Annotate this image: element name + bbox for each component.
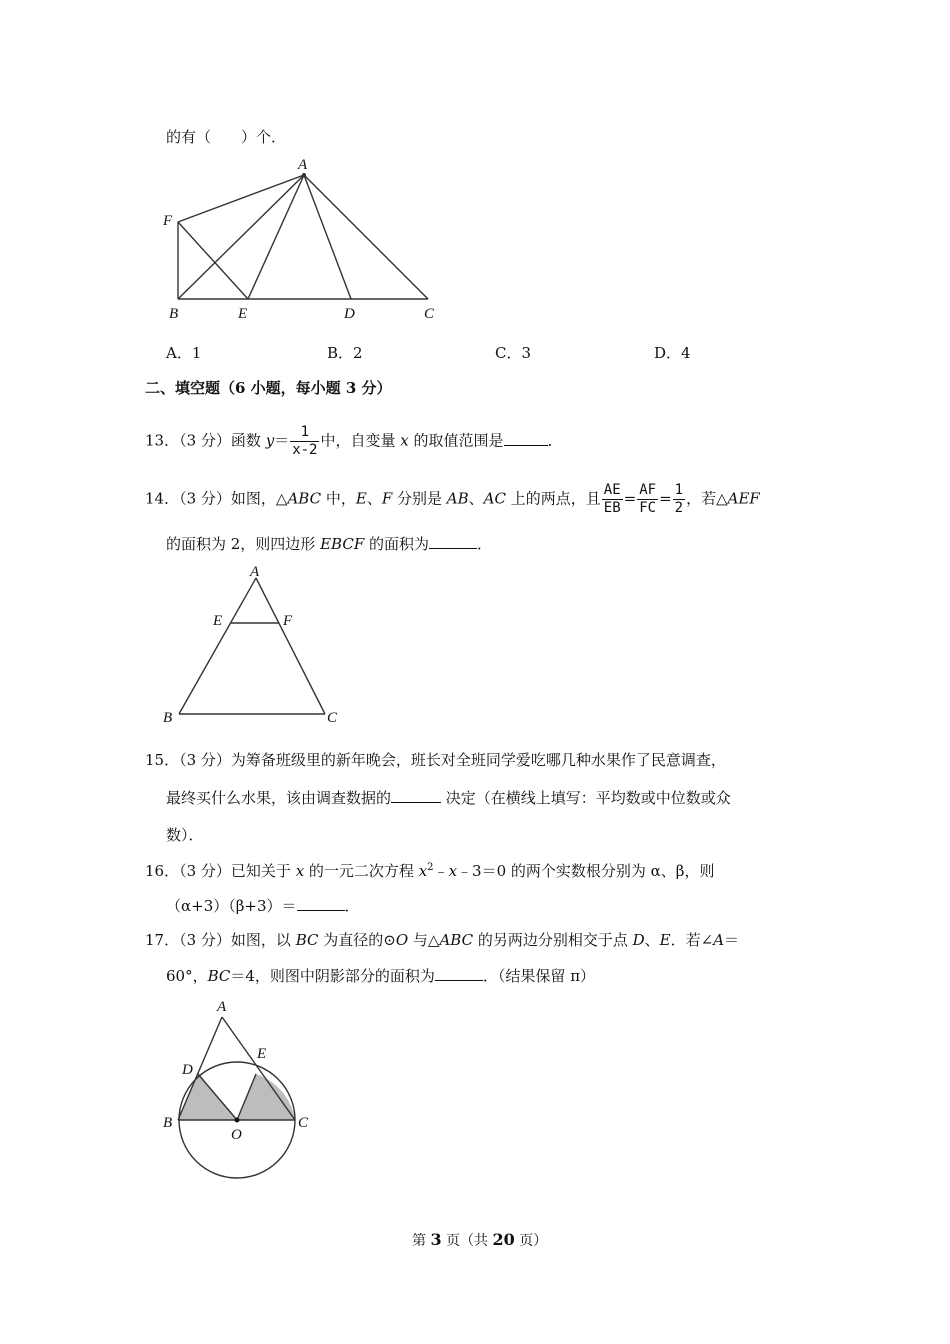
label-C: C	[327, 710, 338, 726]
shaded-region-right	[237, 1074, 295, 1120]
q13-answer-blank	[504, 431, 548, 446]
label-O: O	[231, 1127, 242, 1143]
q16-answer-blank	[297, 896, 345, 911]
label-E: E	[238, 306, 248, 322]
q17-figure	[155, 993, 325, 1183]
seg-FE	[178, 222, 248, 299]
q17-answer-blank	[435, 966, 483, 981]
q14-figure	[155, 558, 355, 730]
q12-figure	[155, 150, 455, 325]
shaded-region-left	[178, 1074, 237, 1120]
seg-BA	[178, 175, 304, 299]
q15-line3: 数）．	[166, 826, 204, 844]
page-footer: 第 3 页（共 20 页）	[412, 1230, 548, 1249]
label-B: B	[169, 306, 179, 322]
q16-line2: （α+3）（β+3）＝ ．	[166, 897, 360, 915]
seg-AC	[256, 578, 325, 714]
seg-AB	[179, 578, 256, 714]
q14-fraction-af-fc: $\frac{AF}{FC}$	[639, 482, 657, 516]
choice-d: D．4	[654, 344, 691, 362]
label-A: A	[298, 157, 308, 173]
q14-fraction-ae-eb: $\frac{AE}{EB}$	[603, 482, 621, 516]
q15-line2: 最终买什么水果，该由调查数据的 决定（在横线上填写：平均数或中位数或众	[166, 789, 731, 807]
seg-FA	[178, 175, 304, 222]
q14-line2: 的面积为 2，则四边形 EBCF 的面积为 ．	[166, 535, 493, 553]
label-C: C	[424, 306, 435, 322]
q14-line1: 14．（3 分）如图，△ABC 中，E、F 分别是 AB、AC 上的两点，且 $\frac{AE}{EB}$ = $\frac{AF}{FC}$ = $\frac{1}{2}$ ，若△AEF	[145, 482, 760, 516]
label-D: D	[182, 1062, 193, 1078]
q17-line1: 17．（3 分）如图，以 BC 为直径的⊙O 与△ABC 的另两边分别相交于点 D、E．若∠A＝	[145, 931, 740, 949]
choice-b: B．2	[327, 344, 363, 362]
q13: 13．（3 分）函数 y＝ $\frac{1}{x-2}$ 中，自变量 x 的取值范围是 ．	[145, 424, 563, 458]
choice-c: C．3	[495, 344, 532, 362]
label-C: C	[298, 1115, 309, 1131]
q14-answer-blank	[429, 534, 477, 549]
q15-answer-blank	[391, 788, 441, 803]
label-E: E	[257, 1046, 267, 1062]
seg-EA	[248, 175, 304, 299]
q17-line2: 60°，BC＝4，则图中阴影部分的面积为 ．（结果保留 π）	[166, 967, 596, 985]
seg-DA	[304, 175, 351, 299]
label-A: A	[217, 999, 227, 1015]
q13-fraction: $\frac{1}{x-2}$	[292, 424, 318, 458]
seg-CA	[304, 175, 428, 299]
choice-a: A．1	[166, 344, 202, 362]
label-D: D	[344, 306, 355, 322]
q16-line1: 16．（3 分）已知关于 x 的一元二次方程 $x^2﹣x﹣3=0$ 的两个实数根分别为 α、β，则	[145, 862, 715, 880]
q14-fraction-half: $\frac{1}{2}$	[674, 482, 684, 516]
label-B: B	[163, 1115, 173, 1131]
q12-tail: 的有（ ）个．	[166, 128, 287, 146]
label-A: A	[250, 564, 260, 580]
label-F: F	[283, 613, 293, 629]
label-E: E	[213, 613, 223, 629]
q15-line1: 15．（3 分）为筹备班级里的新年晚会，班长对全班同学爱吃哪几种水果作了民意调查，	[145, 751, 726, 769]
label-F: F	[163, 213, 173, 229]
section-title: 二、填空题（6 小题，每小题 3 分）	[145, 379, 392, 397]
label-B: B	[163, 710, 173, 726]
